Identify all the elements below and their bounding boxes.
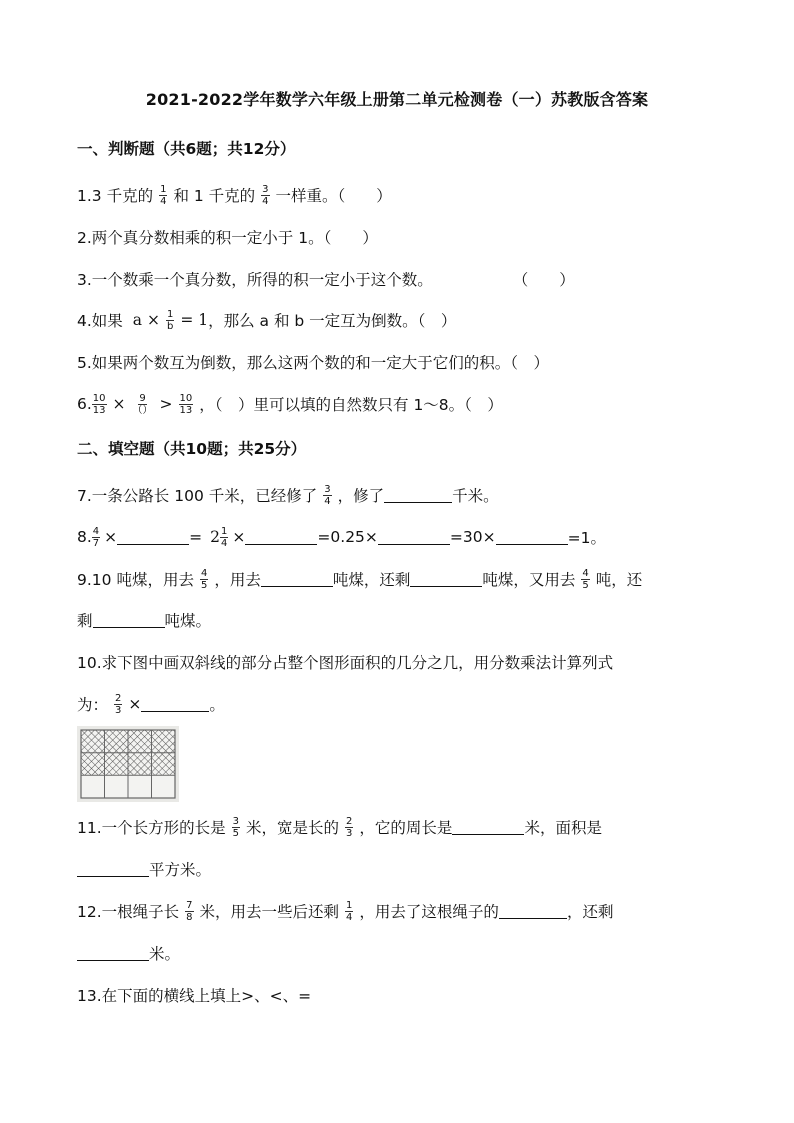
fraction: $\frac{9}{()}$ <box>132 392 153 416</box>
question-11: 11.一个长方形的长是 $\frac{3}{5}$ 米，宽是长的 $\frac{2}{3}$ ，它的周长是 米，面积是 <box>77 815 602 839</box>
question-1: 1.3 千克的 $\frac{1}{4}$ 和 1 千克的 $\frac{3}{4}$ 一样重。（ ） <box>77 183 392 207</box>
question-5: 5.如果两个数互为倒数，那么这两个数的和一定大于它们的积。（ ） <box>77 354 550 372</box>
question-11-continued: 平方米。 <box>77 854 211 884</box>
answer-blank[interactable] <box>496 530 568 545</box>
answer-blank[interactable] <box>452 820 524 835</box>
question-9-continued: 剩 吨煤。 <box>77 612 212 630</box>
question-6: 6. $\frac{10}{13}$ × $\frac{9}{()}$ > $\frac{10}{13}$ ，（ ）里可以填的自然数只有 1～8。（ ） <box>77 392 503 416</box>
answer-blank[interactable] <box>261 572 333 587</box>
question-12: 12.一根绳子长 $\frac{7}{8}$ 米，用去一些后还剩 $\frac{1}{4}$ ，用去了这根绳子的 ，还剩 <box>77 899 614 923</box>
fraction: $\frac{3}{5}$ <box>232 815 240 839</box>
fraction: $\frac{4}{5}$ <box>200 567 208 591</box>
fraction: $\frac{7}{8}$ <box>186 899 193 923</box>
question-8: 8. $\frac{4}{7}$ × = 2 $\frac{1}{4}$ × =0.25× =30× =1。 <box>77 525 606 549</box>
fraction: $\frac{2}{3}$ <box>115 692 122 716</box>
hatched-grid-figure <box>77 726 179 802</box>
fraction: $\frac{1}{4}$ <box>221 525 228 549</box>
answer-blank[interactable] <box>117 530 189 545</box>
section-heading-fill-in: 二、填空题（共10题；共25分） <box>77 440 307 458</box>
question-3: 3.一个数乘一个真分数，所得的积一定小于这个数。 （ ） <box>77 271 575 289</box>
answer-blank[interactable] <box>77 946 149 961</box>
fraction: $\frac{2}{3}$ <box>346 815 353 839</box>
fraction: $\frac{1}{b}$ <box>166 308 174 332</box>
question-13: 13.在下面的横线上填上>、<、= <box>77 987 312 1005</box>
page-title: 2021-2022学年数学六年级上册第二单元检测卷（一）苏教版含答案 <box>145 90 649 109</box>
fraction: $\frac{4}{5}$ <box>582 567 589 591</box>
fraction: $\frac{3}{4}$ <box>262 183 269 207</box>
answer-blank[interactable] <box>77 862 149 877</box>
fraction: $\frac{4}{7}$ <box>92 525 100 549</box>
fraction: $\frac{3}{4}$ <box>324 483 331 507</box>
fraction: $\frac{10}{13}$ <box>92 392 106 416</box>
question-7: 7.一条公路长 100 千米，已经修了 $\frac{3}{4}$ ，修了 千米。 <box>77 483 499 507</box>
answer-blank[interactable] <box>245 530 317 545</box>
answer-blank[interactable] <box>93 613 165 628</box>
question-10-continued: 为： $\frac{2}{3}$ × 。 <box>77 692 225 716</box>
answer-blank[interactable] <box>410 572 482 587</box>
question-9: 9.10 吨煤，用去 $\frac{4}{5}$ ，用去 吨煤，还剩 吨煤，又用去 $\frac{4}{5}$ 吨，还 <box>77 567 643 591</box>
answer-blank[interactable] <box>499 904 567 919</box>
question-10: 10.求下图中画双斜线的部分占整个图形面积的几分之几，用分数乘法计算列式 <box>77 654 614 672</box>
answer-blank[interactable] <box>141 697 209 712</box>
section-heading-judgement: 一、判断题（共6题；共12分） <box>77 140 296 158</box>
question-12-continued: 米。 <box>77 938 180 968</box>
fraction: $\frac{1}{4}$ <box>346 899 353 923</box>
question-2: 2.两个真分数相乘的积一定小于 1。（ ） <box>77 229 378 247</box>
answer-blank[interactable] <box>384 488 452 503</box>
fraction: $\frac{10}{13}$ <box>179 392 193 416</box>
question-4: 4.如果 a × $\frac{1}{b}$ = 1 ，那么 a 和 b 一定互为倒数。（ ） <box>77 308 457 332</box>
answer-blank[interactable] <box>378 530 450 545</box>
fraction: $\frac{1}{4}$ <box>160 183 167 207</box>
